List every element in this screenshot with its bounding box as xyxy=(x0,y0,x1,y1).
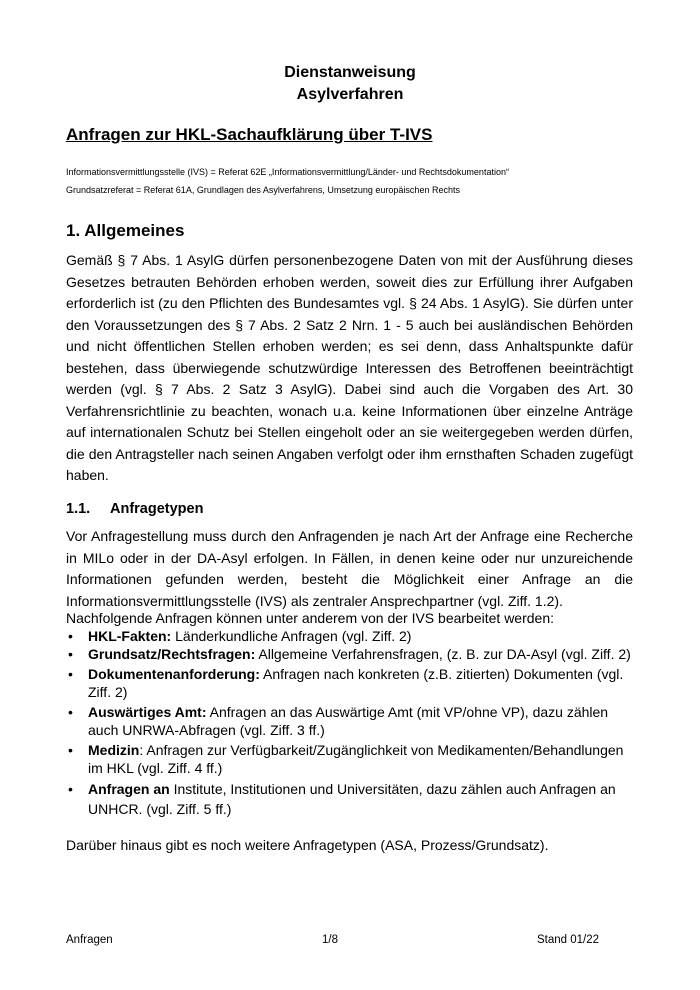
bullet-icon: • xyxy=(68,666,73,682)
section-1-1-number: 1.1. xyxy=(66,501,91,517)
bullet-icon: • xyxy=(68,742,73,758)
list-item xyxy=(66,627,633,645)
list-item-label: Dokumentenanforderung: xyxy=(88,666,260,682)
list-item-text: Länderkundliche Anfragen (vgl. Ziff. 2) xyxy=(171,628,412,644)
section-1-heading: 1. Allgemeines xyxy=(66,221,185,240)
section-1-1-title: Anfragetypen xyxy=(110,501,204,517)
page-number: 1/8 xyxy=(322,934,338,946)
list-item xyxy=(66,741,633,777)
section-1-1-heading xyxy=(66,501,203,517)
list-item-text: Anfragen an das Auswärtige Amt (mit VP/ohne VP), dazu zählen auch UNRWA-Abfragen (vgl. Ziff. 3 ff.) xyxy=(88,704,609,738)
bullet-icon: • xyxy=(68,704,73,720)
list-item-label: Auswärtiges Amt: xyxy=(88,704,207,720)
list-item xyxy=(66,665,633,701)
document-title-line2: Asylverfahren xyxy=(296,86,404,103)
definition-grundsatzreferat: Grundsatzreferat = Referat 61A, Grundlagen des Asylverfahrens, Umsetzung europäischen Rechts xyxy=(66,185,460,195)
document-title: Dienstanweisung xyxy=(284,64,416,81)
section-1-paragraph: Gemäß § 7 Abs. 1 AsylG dürfen personenbezogene Daten von mit der Ausführung dieses Gesetzes betrauten Behörden erhoben werden, soweit dies zur Erfüllung ihrer Aufgaben erforderlich ist (zu den Pflichten des Bundesamtes vgl. § 24 Abs. 1 AsylG). Sie dürfen unter den Voraussetzungen des § 7 Abs. 2 Satz 2 Nrn. 1 - 5 auch bei ausländischen Behörden und nicht öffentlichen Stellen erhoben werden; es sei denn, dass Anhaltspunkte dafür bestehen, dass überwiegende schutzwürdige Interessen des Betroffenen beeinträchtigt werden (vgl. § 7 Abs. 2 Satz 3 AsylG). Dabei sind auch die Vorgaben des Art. 30 Verfahrensrichtlinie zu beachten, wonach u.a. keine Informationen über einzelne Anträge auf internationalen Schutz bei Stellen eingeholt oder an sie weitergegeben werden dürfen, die den Antragsteller nach seinen Angaben verfolgt oder ihm ernsthaften Schaden zugefügt haben. xyxy=(66,252,633,483)
list-item-label: Grundsatz/Rechtsfragen: xyxy=(88,646,256,662)
bullet-icon: • xyxy=(68,781,73,797)
list-item-label: Anfragen an xyxy=(88,781,170,797)
list-item xyxy=(66,645,633,663)
list-item xyxy=(66,703,633,739)
bullet-icon: • xyxy=(68,628,73,644)
list-item-label: HKL-Fakten: xyxy=(88,628,172,644)
request-type-list xyxy=(66,627,633,819)
document-subtitle: Anfragen zur HKL-Sachaufklärung über T-IVS xyxy=(66,125,433,144)
list-item-text: : Anfragen zur Verfügbarkeit/Zugänglichkeit von Medikamenten/Behandlungen im HKL (vgl. Ziff. 4 ff.) xyxy=(88,742,624,776)
list-item xyxy=(66,779,633,819)
bullet-icon: • xyxy=(68,646,73,662)
definition-ivs: Informationsvermittlungsstelle (IVS) = Referat 62E „Informationsvermittlung/Länder- und Rechtsdokumentation“ xyxy=(66,167,509,177)
list-item-label: Medizin xyxy=(88,742,140,758)
section-1-1-paragraph: Vor Anfragestellung muss durch den Anfragenden je nach Art der Anfrage eine Recherche in MILo oder in der DA-Asyl erfolgen. In Fällen, in denen keine oder nur unzureichende Informationen gefunden werden, besteht die Möglichkeit einer Anfrage an die Informationsvermittlungsstelle (IVS) als zentraler Ansprechpartner (vgl. Ziff. 1.2). xyxy=(66,528,633,609)
footer-date: Stand 01/22 xyxy=(537,934,600,946)
closing-paragraph: Darüber hinaus gibt es noch weitere Anfragetypen (ASA, Prozess/Grundsatz). xyxy=(66,837,549,853)
list-intro: Nachfolgende Anfragen können unter anderem von der IVS bearbeitet werden: xyxy=(66,610,554,626)
list-item-text: Institute, Institutionen und Universitäten, dazu zählen auch Anfragen an UNHCR. (vgl. Ziff. 5 ff.) xyxy=(88,781,616,817)
list-item-text: Allgemeine Verfahrensfragen, (z. B. zur DA-Asyl (vgl. Ziff. 2) xyxy=(255,646,631,662)
list-item-text: Anfragen nach konkreten (z.B. zitierten) Dokumenten (vgl. Ziff. 2) xyxy=(88,666,624,700)
footer-left: Anfragen xyxy=(66,934,113,946)
